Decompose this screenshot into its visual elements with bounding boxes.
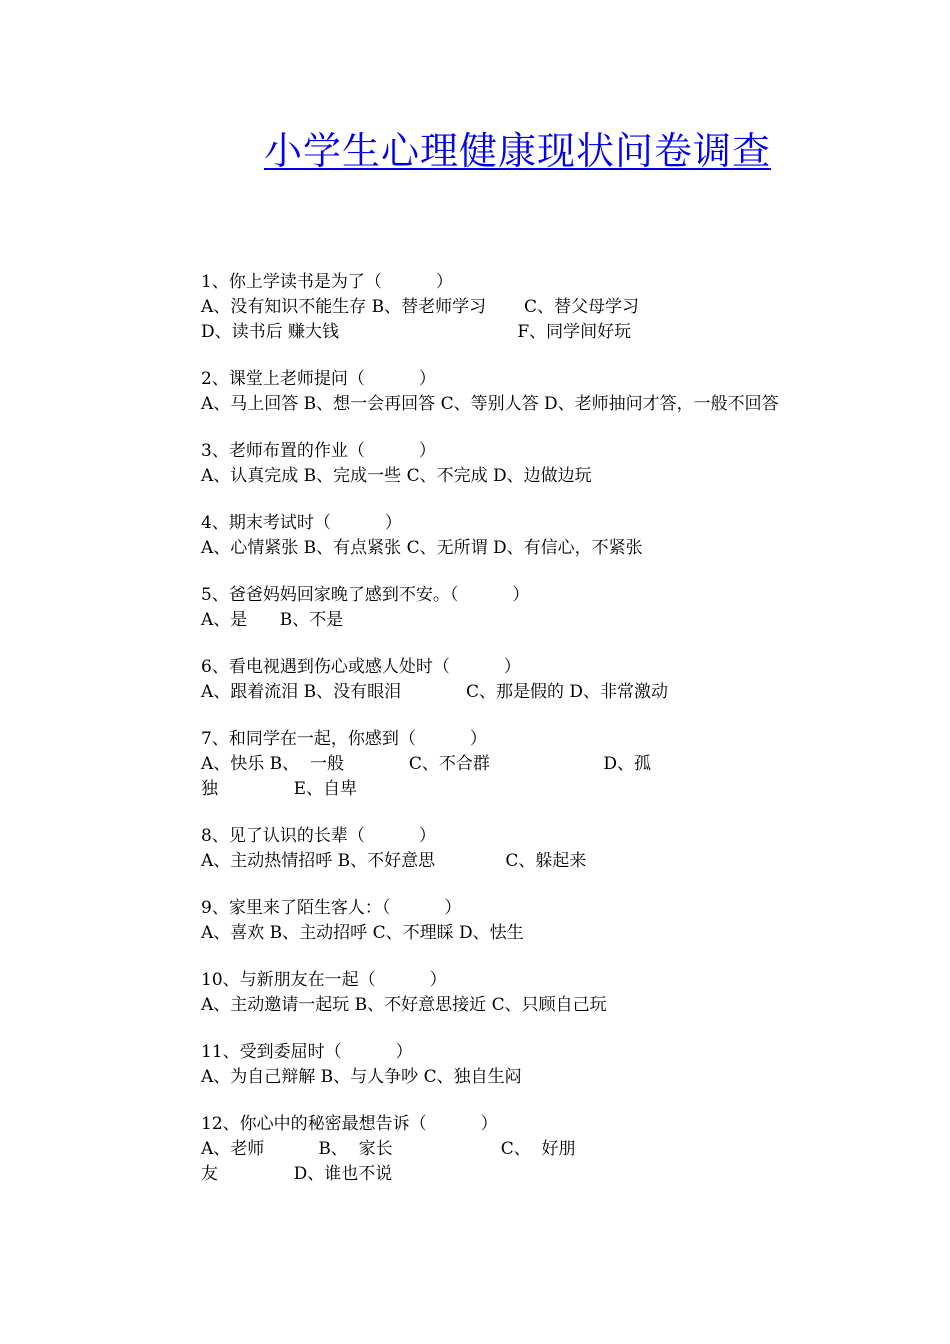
question-1-options-line-2: D、读书后 赚大钱 F、同学间好玩 [201,322,632,342]
question-3: 3、老师布置的作业（ ） [201,441,436,461]
question-10-options-line-1: A、主动邀请一起玩 B、不好意思接近 C、只顾自己玩 [201,995,607,1015]
question-8: 8、见了认识的长辈（ ） [201,826,436,846]
page-title: 小学生心理健康现状问卷调查 [264,129,772,173]
question-11: 11、受到委屈时（ ） [201,1042,413,1062]
question-12: 12、你心中的秘密最想告诉（ ） [201,1114,498,1134]
question-5-options-line-1: A、是 B、不是 [201,610,344,630]
question-2: 2、课堂上老师提问（ ） [201,369,436,389]
question-12-options-line-2: 友 D、谁也不说 [201,1164,393,1184]
question-5: 5、爸爸妈妈回家晚了感到不安。（ ） [201,585,530,605]
question-3-options-line-1: A、认真完成 B、完成一些 C、不完成 D、边做边玩 [201,466,592,486]
question-1: 1、你上学读书是为了（ ） [201,272,453,292]
question-7-options-line-2: 独 E、自卑 [201,779,358,799]
question-9: 9、家里来了陌生客人：（ ） [201,898,462,918]
question-8-options-line-1: A、主动热情招呼 B、不好意思 C、躲起来 [201,851,587,871]
question-2-options-line-1: A、马上回答 B、想一会再回答 C、等别人答 D、老师抽问才答，一般不回答 [201,394,779,414]
question-6-options-line-1: A、跟着流泪 B、没有眼泪 C、那是假的 D、非常激动 [201,682,669,702]
question-7: 7、和同学在一起，你感到（ ） [201,729,487,749]
question-11-options-line-1: A、为自己辩解 B、与人争吵 C、独自生闷 [201,1067,522,1087]
question-9-options-line-1: A、喜欢 B、主动招呼 C、不理睬 D、怯生 [201,923,524,943]
question-12-options-line-1: A、老师 B、 家长 C、 好朋 [201,1139,576,1159]
question-1-options-line-1: A、没有知识不能生存 B、替老师学习 C、替父母学习 [201,297,640,317]
question-10: 10、与新朋友在一起（ ） [201,970,447,990]
question-6: 6、看电视遇到伤心或感人处时（ ） [201,657,521,677]
question-4-options-line-1: A、心情紧张 B、有点紧张 C、无所谓 D、有信心，不紧张 [201,538,643,558]
question-7-options-line-1: A、快乐 B、 一般 C、不合群 D、孤 [201,754,651,774]
question-4: 4、期末考试时（ ） [201,513,402,533]
